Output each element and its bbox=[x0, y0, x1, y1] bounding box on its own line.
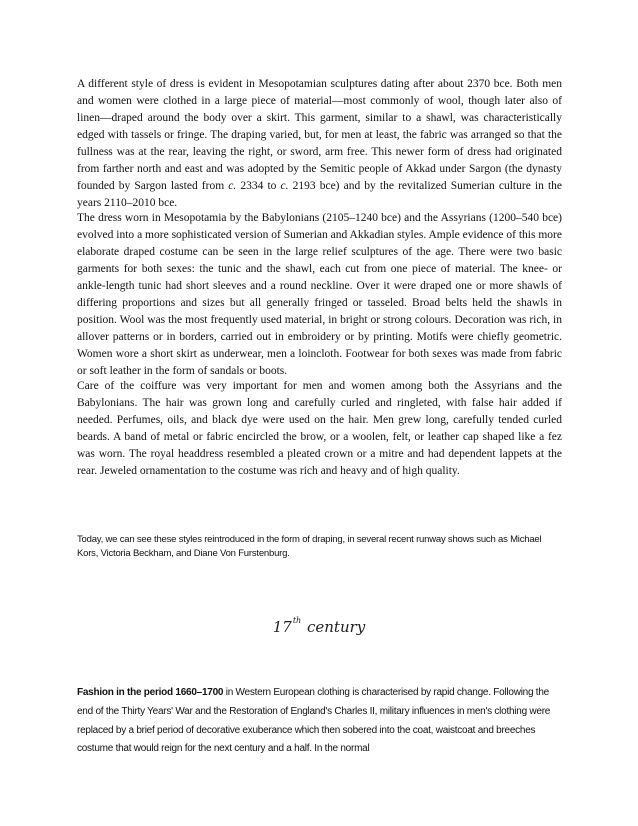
paragraph-babylonian-dress: The dress worn in Mesopotamia by the Babylonians (2105–1240 bce) and the Assyrians (1200–540 bce) evolved into a more sophisticated version of Sumerian and Akkadian styles. Ample evidence of this more elaborate draped costume can be seen in the large relief sculptures of the age. There were two basic garments for both sexes: the tunic and the shawl, each cut from one piece of material. The knee- or ankle-length tunic had short sleeves and a round neckline. Over it were draped one or more shawls of differing proportions and sizes but all generally fringed or tasseled. Broad belts held the shawls in position. Wool was the most frequently used material, in bright or strong colours. Decoration was rich, in allover patterns or in borders, carried out in embroidery or by printing. Motifs were chiefly geometric. Women wore a short skirt as underwear, men a loincloth. Footwear for both sexes was made from fabric or soft leather in the form of sandals or boots. bbox=[77, 212, 562, 377]
paragraph-sargon-dress bbox=[77, 76, 562, 212]
section-heading bbox=[0, 616, 638, 636]
circa-abbreviation: c. bbox=[280, 180, 289, 192]
heading-word: century bbox=[306, 618, 366, 636]
runway-note: Today, we can see these styles reintroduced in the form of draping, in several recent runway shows such as Michael Kors, Victoria Beckham, and Diane Von Furstenburg. bbox=[77, 534, 542, 559]
paragraph-fashion-1660-1700 bbox=[77, 684, 567, 759]
circa-abbreviation: c. bbox=[228, 180, 237, 192]
paragraph-text: 2193 bce) and by the revitalized Sumerian culture in the years 2110–2010 bce. bbox=[77, 180, 563, 209]
paragraph-text: A different style of dress is evident in Mesopotamian sculptures dating after about 2370 bce. Both men and women were clothed in a large piece of material—most commonly of wool, though later also of linen—draped around the body over a skirt. This garment, similar to a shawl, was characteristically edged with tassels or fringe. The draping varied, but, for men at least, the fabric was arranged so that the fullness was at the rear, leaving the right, or sword, arm free. This newer form of dress had originated from farther north and east and was adopted by the Semitic people of Akkad under Sargon (the dynasty founded by Sargon lasted from bbox=[77, 78, 562, 192]
paragraph-text: in Western European clothing is characterised by rapid change. Following the end of the Thirty Years' War and the Restoration of England's Charles II, military influences in men's clothing were replaced by a brief period of decorative exuberance which then sobered into the coat, waistcoat and breeches costume that would reign for the next century and a half. In the normal bbox=[77, 687, 551, 755]
paragraph-text: 2334 to bbox=[236, 180, 281, 192]
heading-ordinal-suffix: th bbox=[292, 616, 302, 625]
paragraph-coiffure: Care of the coiffure was very important for men and women among both the Assyrians and the Babylonians. The hair was grown long and carefully curled and ringleted, with false hair added if needed. Perfumes, oils, and black dye were used on the hair. Men grew long, carefully tended curled beards. A band of metal or fabric encircled the brow, or a woolen, felt, or leather cap shaped like a fez was worn. The royal headdress resembled a pleated crown or a mitre and had dependent lappets at the rear. Jeweled ornamentation to the costume was rich and heavy and of high quality. bbox=[77, 380, 562, 477]
heading-number: 17 bbox=[272, 618, 292, 636]
bold-lead: Fashion in the period 1660–1700 bbox=[77, 687, 224, 698]
